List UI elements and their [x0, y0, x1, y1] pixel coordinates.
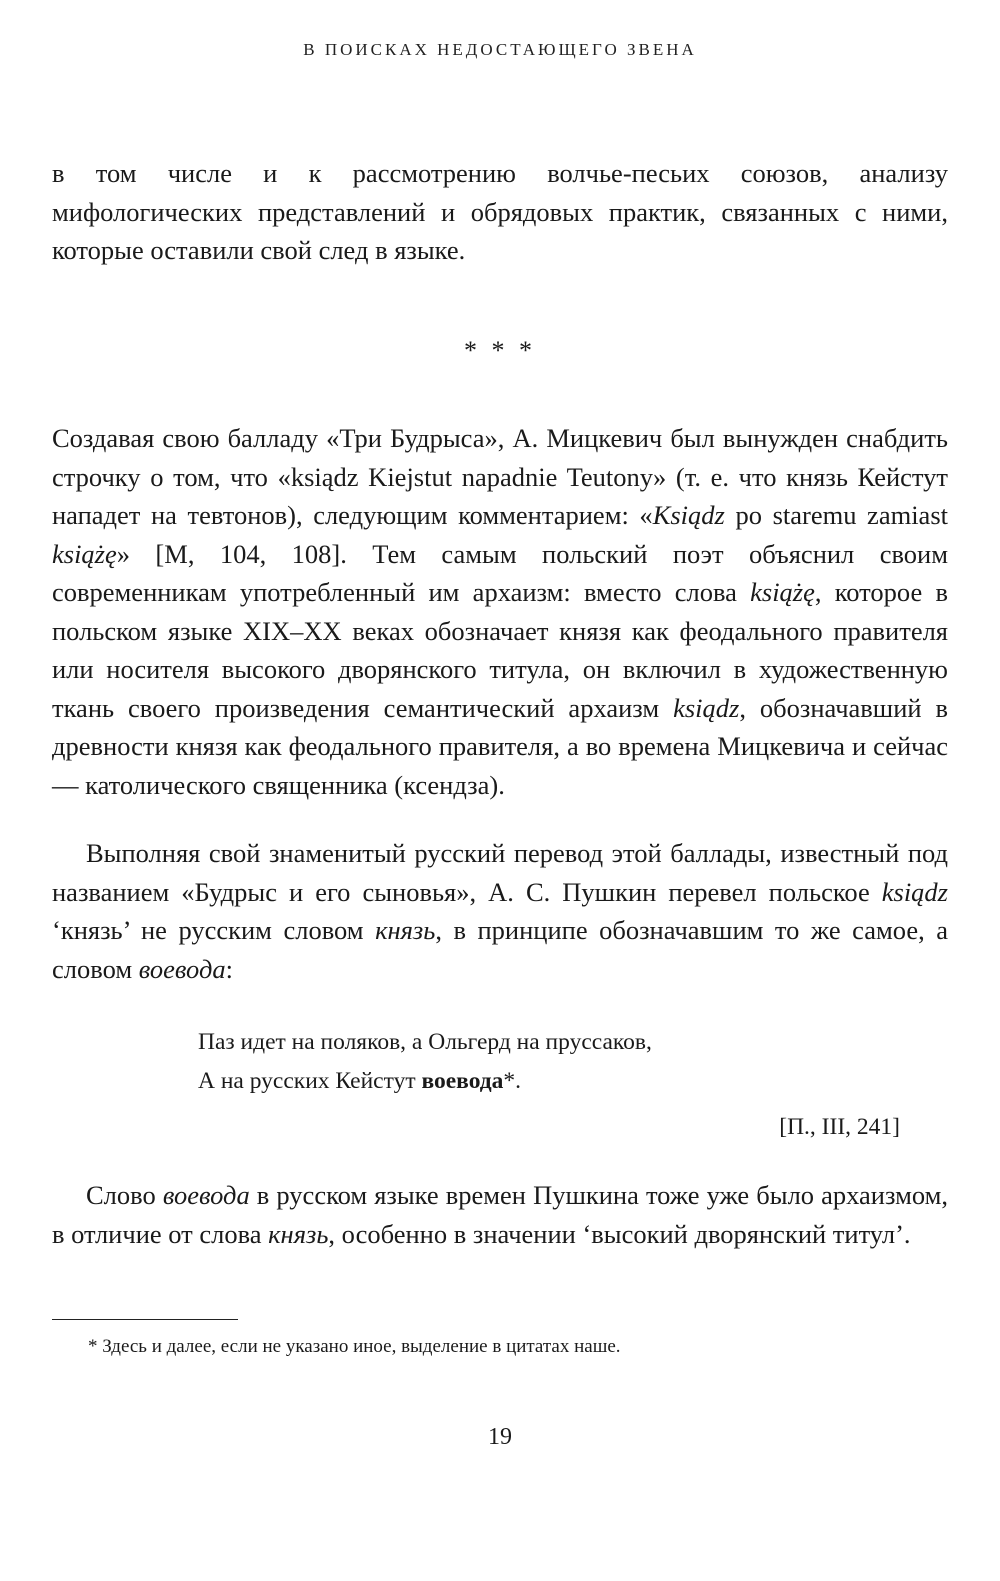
italic-term: ksiądz	[881, 876, 948, 907]
italic-term: воевода	[138, 953, 226, 984]
text-run: , в принципе обозначавшим то же самое, а словом	[52, 915, 948, 984]
main-paragraph-1	[52, 419, 948, 804]
bold-term: воевода	[421, 1068, 504, 1094]
text-run: А на русских Кейстут	[198, 1068, 422, 1094]
section-break: * * *	[464, 336, 536, 365]
footnote: * Здесь и далее, если не указано иное, выделение в цитатах наше.	[88, 1336, 621, 1357]
italic-term: воевода	[162, 1180, 250, 1210]
verse-citation: [П., III, 241]	[779, 1114, 900, 1140]
italic-term: князь	[268, 1218, 329, 1249]
text-run: в русском языке времен Пушкина тоже уже было архаизмом, в отличие от слова	[52, 1180, 948, 1249]
verse-line-2	[198, 1062, 652, 1101]
text-run: Создавая свою балладу «Три Будрыса», А. Мицкевич был вынужден снабдить строчку о том, что «ksiądz Kiejstut napadnie Teutony» (т. е. что князь Кейстут нападет на тевтонов), следующим комментарием: «	[52, 423, 948, 530]
intro-paragraph-text: в том числе и к рассмотрению волчье-песьих союзов, анализу мифологических представлений и обрядовых практик, связанных с ними, которые оставили свой след в языке.	[52, 158, 948, 265]
text-run: po staremu zamiast	[724, 500, 948, 530]
main-paragraph-3	[52, 1176, 948, 1253]
italic-term: князь	[375, 915, 436, 945]
text-run: :	[225, 953, 233, 984]
main-paragraph-2	[52, 834, 948, 988]
text-run: , обозначавший в древности князя как феодального правителя, а во времена Мицкевича и сейчас — католического священника (ксендза).	[52, 692, 949, 800]
text-run: » [M, 104, 108]. Тем самым польский поэт объяснил своим современникам употребленный им архаизм: вместо слова	[52, 538, 948, 607]
verse-line-1: Паз идет на поляков, а Ольгерд на пруссаков,	[198, 1029, 652, 1055]
running-head: В ПОИСКАХ НЕДОСТАЮЩЕГО ЗВЕНА	[303, 40, 697, 59]
text-run: ‘князь’ не русским словом	[52, 915, 376, 945]
text-run: Слово	[86, 1180, 163, 1210]
text-run: , особенно в значении ‘высокий дворянский титул’.	[328, 1218, 911, 1249]
italic-term: książę	[52, 538, 117, 569]
page-number: 19	[488, 1424, 512, 1450]
intro-paragraph	[52, 154, 948, 270]
verse-quote	[198, 1023, 652, 1101]
text-run: , которое в польском языке XIX–XX веках обозначает князя как феодального правителя или носителя высокого дворянского титула, он включил в художественную ткань своего произведения семантический архаизм	[52, 577, 948, 723]
italic-term: ksiądz	[673, 692, 740, 723]
italic-term: książę	[750, 577, 815, 607]
footnote-divider	[52, 1319, 238, 1320]
text-run: Выполняя свой знаменитый русский перевод этой баллады, известный под названием «Будрыс и его сыновья», А. С. Пушкин перевел польское	[52, 838, 948, 907]
text-run: *.	[503, 1068, 522, 1094]
italic-term: Ksiądz	[652, 500, 725, 530]
